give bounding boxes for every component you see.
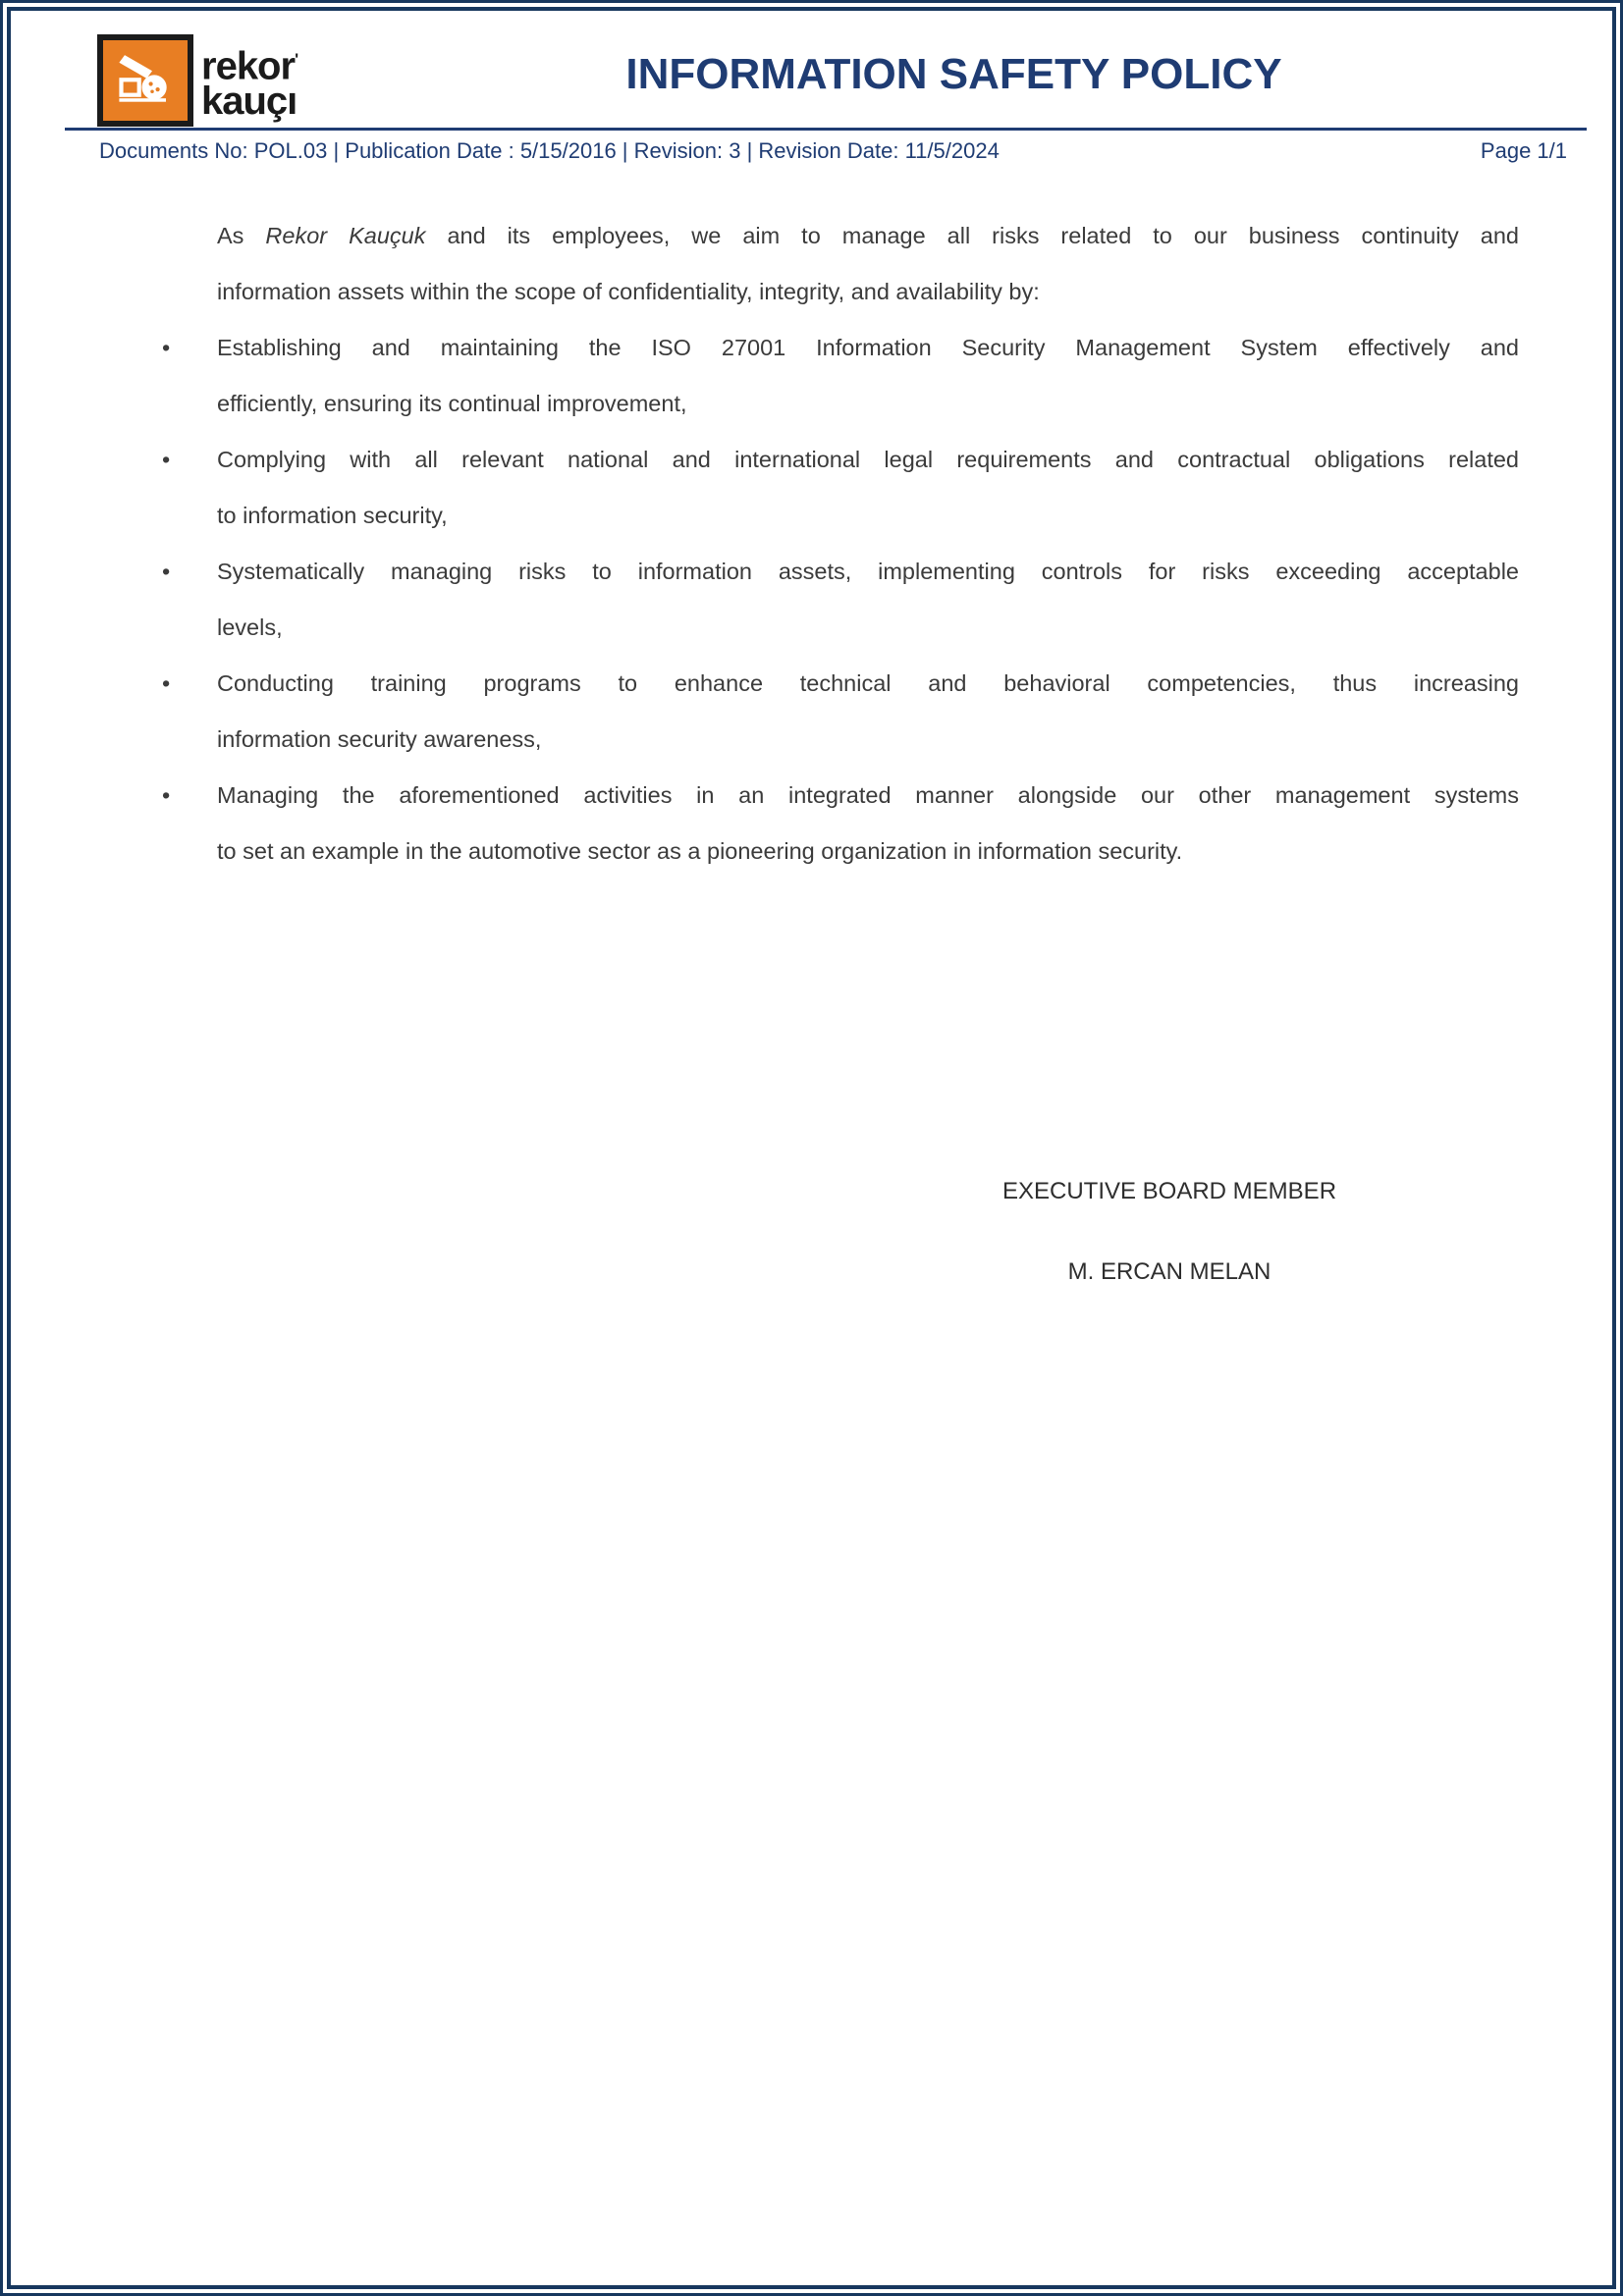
bullet-4-line-2: information security awareness,	[217, 726, 542, 752]
policy-body	[162, 208, 1519, 880]
bullet-2-line-1: Complying with all relevant national and international legal requirements and contractual obligations related	[217, 447, 1519, 472]
bullet-2-line-2: to information security,	[217, 503, 448, 528]
intro-line-2: information assets within the scope of confidentiality, integrity, and availability by:	[217, 279, 1040, 304]
bullet-icon: •	[162, 559, 171, 584]
signer-role: EXECUTIVE BOARD MEMBER	[1001, 1178, 1337, 1204]
bullet-1-line-1: Establishing and maintaining the ISO 27001 Information Security Management System effectively and	[217, 335, 1519, 360]
bullet-1-line-2: efficiently, ensuring its continual improvement,	[217, 391, 687, 416]
logo-brand-line1: rekor'	[201, 44, 299, 88]
bullet-icon: •	[162, 782, 171, 808]
header-divider	[65, 128, 1587, 131]
company-logo	[97, 34, 298, 127]
document-meta-row	[99, 138, 1567, 164]
company-logo-text	[201, 42, 299, 124]
intro-line-1: As Rekor Kauçuk and its employees, we aim to manage all risks related to our business continuity and	[217, 223, 1519, 248]
policy-bullet-4	[162, 656, 1519, 768]
bullet-3-line-1: Systematically managing risks to information assets, implementing controls for risks exceeding acceptable	[217, 559, 1519, 584]
signature-block	[875, 1175, 1464, 1289]
bullet-4-line-1: Conducting training programs to enhance technical and behavioral competencies, thus increasing	[217, 670, 1519, 696]
page-title: INFORMATION SAFETY POLICY	[625, 50, 1282, 98]
logo-brand-line2: kauçı	[201, 80, 298, 124]
document-meta-info: Documents No: POL.03 | Publication Date : 5/15/2016 | Revision: 3 | Revision Date: 11/5/2024	[99, 138, 1000, 163]
rekor-logo-glyph	[110, 46, 181, 115]
logo-trademark: '	[295, 49, 299, 69]
bullet-3-line-2: levels,	[217, 614, 283, 640]
page-number: Page 1/1	[1480, 138, 1567, 163]
policy-bullet-3	[162, 544, 1519, 656]
signer-name: M. ERCAN MELAN	[1067, 1258, 1271, 1285]
policy-bullet-2	[162, 432, 1519, 544]
policy-bullet-5	[162, 768, 1519, 880]
bullet-5-line-2: to set an example in the automotive sector as a pioneering organization in information security.	[217, 838, 1183, 864]
bullet-5-line-1: Managing the aforementioned activities in an integrated manner alongside our other management systems	[217, 782, 1519, 808]
rekor-logo-icon	[97, 34, 193, 127]
policy-bullet-1	[162, 320, 1519, 432]
bullet-icon: •	[162, 670, 171, 696]
page-border-frame	[7, 7, 1616, 2289]
bullet-icon: •	[162, 447, 171, 472]
bullet-icon: •	[162, 335, 171, 360]
company-name: Rekor Kauçuk	[265, 223, 426, 248]
